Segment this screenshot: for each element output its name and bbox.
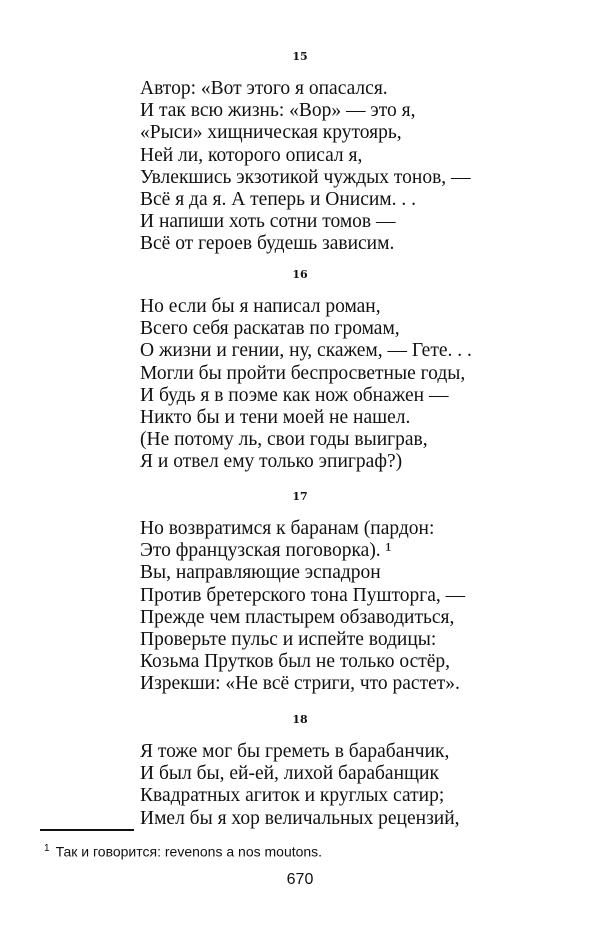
- verse-line: Имел бы я хор величальных рецензий,: [140, 807, 460, 829]
- stanza-16: [140, 296, 472, 474]
- verse-line: Ней ли, которого описал я,: [140, 144, 363, 166]
- verse-line: Могли бы пройти беспросветные годы,: [140, 362, 466, 384]
- verse-line: Никто бы и тени моей не нашел.: [140, 406, 411, 428]
- verse-line: Вы, направляющие эспадрон: [140, 562, 381, 584]
- verse-line: Всего себя раскатав по громам,: [140, 318, 400, 340]
- section-number-15: 15: [292, 50, 308, 63]
- verse-line: Увлекшись экзотикой чуждых тонов, —: [140, 166, 471, 188]
- verse-line: И был бы, ей-ей, лихой барабанщик: [140, 763, 439, 785]
- verse-line: Козьма Прутков был не только остёр,: [140, 651, 451, 673]
- stanza-15: [140, 78, 471, 256]
- section-number-18: 18: [292, 713, 308, 726]
- verse-line: Я и отвел ему только эпиграф?): [140, 451, 403, 473]
- verse-line: Всё я да я. А теперь и Онисим. . .: [140, 188, 417, 210]
- section-number-17: 17: [292, 490, 308, 503]
- stanza-17: [140, 518, 465, 696]
- footnote: [44, 843, 322, 860]
- verse-line: Всё от героев будешь зависим.: [140, 233, 395, 255]
- verse-line: И так всю жизнь: «Вор» — это я,: [140, 100, 416, 122]
- footnote-marker: 1: [44, 843, 50, 854]
- verse-line: Но если бы я написал роман,: [140, 296, 381, 317]
- verse-line: Но возвратимся к баранам (пардон:: [140, 518, 435, 539]
- footnote-text: Так и говорится: revenons a nos moutons.: [55, 843, 323, 860]
- verse-line: О жизни и гении, ну, скажем, — Гете. . .: [140, 340, 472, 362]
- page-number: 670: [286, 871, 314, 888]
- verse-line: И напиши хоть сотни томов —: [140, 211, 396, 233]
- verse-line: (Не потому ль, свои годы выиграв,: [140, 429, 428, 451]
- verse-line: Квадратных агиток и круглых сатир;: [140, 785, 445, 807]
- footnote-rule: [40, 829, 134, 831]
- verse-line: «Рыси» хищническая крутоярь,: [140, 122, 402, 144]
- verse-line: Это французская поговорка). ¹: [140, 540, 392, 562]
- verse-line: И будь я в поэме как нож обнажен —: [140, 384, 449, 406]
- stanza-18: [140, 741, 460, 830]
- verse-line: Проверьте пульс и испейте водицы:: [140, 628, 437, 650]
- verse-line: Изрекши: «Не всё стриги, что растет».: [140, 673, 460, 695]
- verse-line: Автор: «Вот этого я опасался.: [140, 78, 388, 99]
- verse-line: Прежде чем пластырем обзаводиться,: [140, 606, 455, 628]
- section-number-16: 16: [292, 268, 308, 281]
- verse-line: Против бретерского тона Пушторга, —: [140, 584, 466, 606]
- verse-line: Я тоже мог бы греметь в барабанчик,: [140, 741, 450, 762]
